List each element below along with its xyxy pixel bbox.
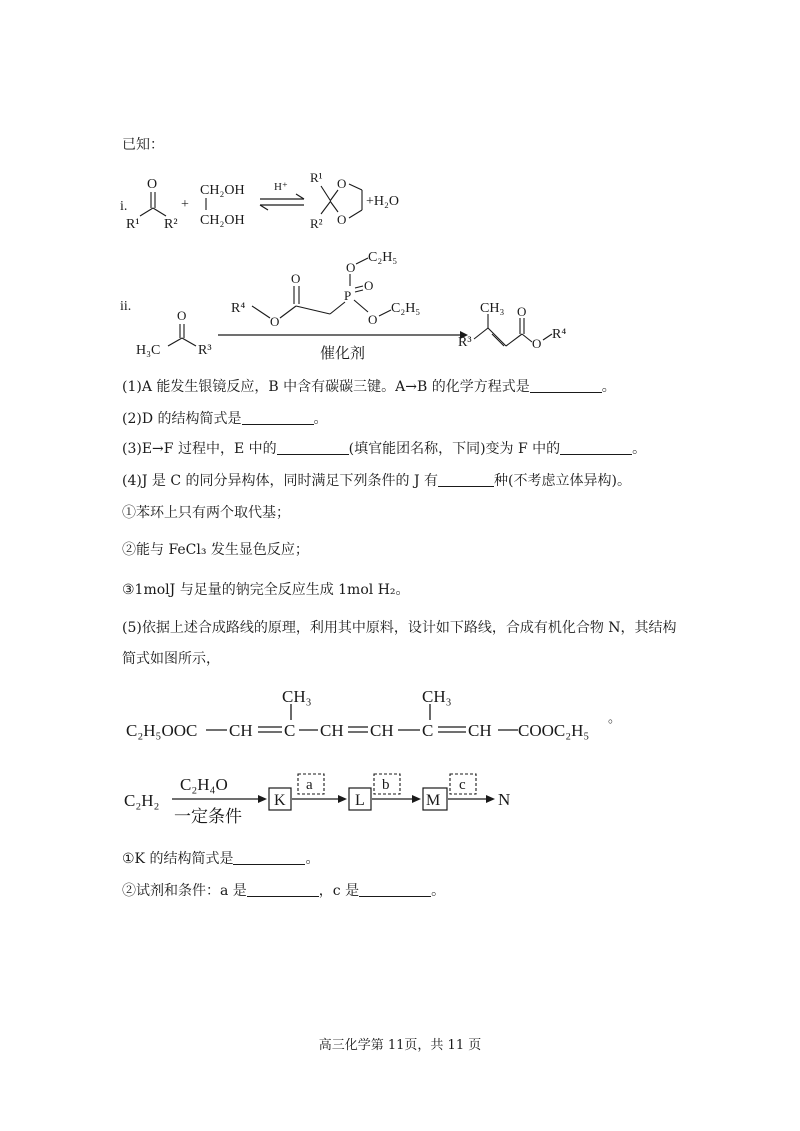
question-2-text: (2)D 的结构简式是 — [122, 411, 242, 427]
condition-3: ③1molJ 与足量的钠完全反应生成 1mol H₂。 — [122, 582, 410, 598]
reaction-i-label: i. — [120, 199, 128, 214]
ketone-h3c: H₃C — [136, 343, 161, 358]
acetal-r1: R¹ — [310, 170, 323, 185]
product-r4: R⁴ — [552, 327, 567, 342]
sub-question-1 — [122, 850, 319, 868]
product-r3: R³ — [458, 335, 472, 350]
question-4-end: 种(不考虑立体异构)。 — [494, 473, 631, 489]
phosphorus: P — [344, 288, 352, 303]
route-k: K — [274, 792, 286, 809]
ketone-r3: R³ — [198, 343, 212, 358]
product-ch3: CH₃ — [480, 301, 505, 316]
page-footer: 高三化学第 11页，共 11 页 — [318, 1038, 482, 1053]
diol-top: CH₂OH — [200, 183, 245, 198]
r2-label: R² — [164, 217, 178, 232]
answer-blank-c[interactable] — [359, 882, 431, 897]
p-oxo: O — [364, 278, 374, 293]
sub-question-1-end: 。 — [305, 851, 320, 867]
question-5-line-1: (5)依据上述合成路线的原理，利用其中原料，设计如下路线，合成有机化合物 N，其结构 — [122, 620, 677, 636]
answer-blank-1[interactable] — [530, 378, 602, 393]
sub-question-2-mid: ，c 是 — [318, 883, 360, 899]
question-3-end: 。 — [632, 441, 647, 457]
answer-blank-a[interactable] — [247, 882, 319, 897]
route-reagent: C₂H₄O — [180, 775, 228, 794]
sub-question-2 — [122, 882, 445, 900]
r1-label: R¹ — [126, 217, 140, 232]
question-3-mid: (填官能团名称，下同)变为 F 中的 — [348, 441, 561, 457]
reaction-ii — [110, 246, 590, 370]
catalyst-label: 催化剂 — [320, 346, 366, 362]
n-methyl-1: CH₃ — [282, 687, 312, 706]
plus-sign: + — [181, 197, 189, 212]
question-1-text: (1)A 能发生银镜反应，B 中含有碳碳三键。A→B 的化学方程式是 — [122, 379, 530, 395]
n-c-1: C — [284, 721, 296, 740]
catalyst-h-plus: H⁺ — [274, 181, 288, 193]
product-ester-o: O — [532, 336, 542, 351]
route-m: M — [426, 792, 441, 809]
n-c-2: C — [422, 721, 434, 740]
question-4 — [122, 472, 631, 490]
question-2-end: 。 — [313, 411, 328, 427]
route-c: c — [459, 777, 466, 793]
answer-blank-3b[interactable] — [560, 440, 632, 455]
sub-question-2-end: 。 — [431, 883, 446, 899]
question-5-line-2: 简式如图所示， — [122, 651, 220, 667]
route-start: C₂H₂ — [124, 791, 160, 810]
n-ch-2: CH — [320, 721, 344, 740]
p-o-bottom: O — [368, 312, 378, 327]
answer-blank-k[interactable] — [233, 850, 305, 865]
route-a: a — [306, 777, 313, 793]
n-ch-1: CH — [229, 721, 253, 740]
ethyl-bottom: C₂H₅ — [391, 301, 421, 316]
structure-n — [110, 684, 630, 746]
question-1 — [122, 378, 616, 396]
n-end-mark: 。 — [608, 710, 622, 725]
ketone-o-ii: O — [177, 308, 187, 323]
ketone-o: O — [147, 177, 158, 192]
carbonyl-o: O — [291, 271, 301, 286]
sub-question-1-text: ①K 的结构简式是 — [122, 851, 234, 867]
question-2 — [122, 410, 328, 428]
product-carbonyl-o: O — [517, 304, 527, 319]
n-left-ester: C₂H₅OOC — [126, 721, 198, 740]
n-methyl-2: CH₃ — [422, 687, 452, 706]
ethyl-top: C₂H₅ — [368, 250, 398, 265]
condition-2: ②能与 FeCl₃ 发生显色反应； — [122, 542, 309, 558]
route-condition: 一定条件 — [174, 807, 242, 826]
question-1-end: 。 — [601, 379, 616, 395]
ester-o: O — [270, 314, 280, 329]
route-b: b — [382, 777, 390, 793]
reagent-r4: R⁴ — [231, 301, 246, 316]
n-ch-4: CH — [468, 721, 492, 740]
question-4-text: (4)J 是 C 的同分异构体，同时满足下列条件的 J 有 — [122, 473, 439, 489]
n-ch-3: CH — [370, 721, 394, 740]
condition-1: ①苯环上只有两个取代基； — [122, 505, 290, 521]
water-product: +H₂O — [366, 194, 399, 209]
synthesis-route — [110, 766, 530, 828]
acetal-o-bottom: O — [337, 212, 347, 227]
route-n: N — [498, 790, 511, 809]
answer-blank-2[interactable] — [242, 410, 314, 425]
question-3 — [122, 440, 646, 458]
route-l: L — [355, 792, 365, 809]
known-label: 已知： — [122, 137, 164, 153]
reaction-i — [110, 168, 430, 240]
diol-bottom: CH₂OH — [200, 213, 245, 228]
acetal-o-top: O — [337, 176, 347, 191]
answer-blank-4[interactable] — [438, 472, 494, 487]
question-3-text: (3)E→F 过程中，E 中的 — [122, 441, 277, 457]
reaction-ii-label: ii. — [120, 299, 132, 314]
acetal-r2: R² — [310, 216, 323, 231]
answer-blank-3a[interactable] — [277, 440, 349, 455]
sub-question-2-text: ②试剂和条件：a 是 — [122, 883, 247, 899]
n-right-ester: COOC₂H₅ — [518, 721, 590, 740]
p-o-top: O — [346, 260, 356, 275]
